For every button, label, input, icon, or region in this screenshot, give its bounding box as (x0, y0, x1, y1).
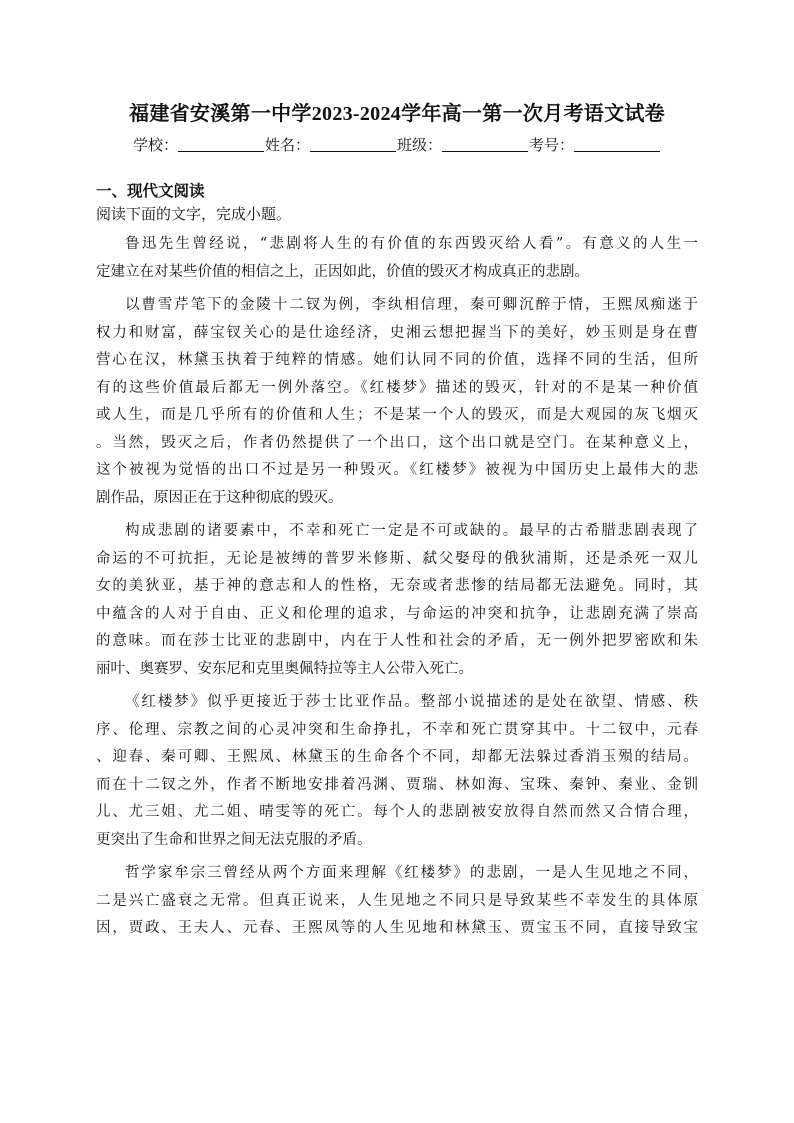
name-label: 姓名： (264, 136, 310, 154)
text-line: 构成悲剧的诸要素中，不幸和死亡一定是不可或缺的。最早的古希腊悲剧表现了 (125, 523, 698, 539)
paragraph (96, 518, 698, 683)
text-line: 儿、尤三姐、尤二姐、晴雯等的死亡。每个人的悲剧被安放得自然而然又合情合理， (96, 804, 698, 820)
reading-passage (96, 231, 698, 943)
class-blank[interactable] (442, 136, 528, 152)
text-line: 命运的不可抗拒，无论是被缚的普罗米修斯、弑父娶母的俄狄浦斯，还是杀死一双儿 (96, 550, 698, 567)
paragraph (96, 292, 698, 512)
text-line: 、迎春、秦可卿、王熙凤、林黛玉的生命各个不同，却都无法躲过香消玉殒的结局。 (96, 749, 698, 765)
text-line: 更突出了生命和世界之间无法克服的矛盾。 (96, 831, 372, 848)
paragraph (96, 860, 698, 943)
paragraph (96, 689, 698, 854)
text-line: 中蕴含的人对于自由、正义和伦理的追求，与命运的冲突和抗争，让悲剧充满了崇高 (96, 605, 698, 622)
text-line: 有的这些价值最后都无一例外落空。《红楼梦》描述的毁灭，针对的不是某一种价值 (96, 379, 698, 396)
text-line: 营心在汉，林黛玉执着于纯粹的情感。她们认同不同的价值，选择不同的生活，但所 (96, 352, 698, 368)
text-line: 或人生，而是几乎所有的价值和人生；不是某一个人的毁灭，而是大观园的灰飞烟灭 (96, 407, 698, 423)
text-line: 二是兴亡盛衰之无常。但真正说来，人生见地之不同只是导致某些不幸发生的具体原 (96, 892, 698, 909)
text-line: 丽叶、奥赛罗、安东尼和克里奥佩特拉等主人公带入死亡。 (96, 660, 473, 677)
text-line: 定建立在对某些价值的相信之上，正因如此，价值的毁灭才构成真正的悲剧。 (96, 263, 589, 280)
class-label: 班级： (397, 136, 443, 154)
school-label: 学校： (132, 136, 178, 154)
text-line: 哲学家牟宗三曾经从两个方面来理解《红楼梦》的悲剧，一是人生见地之不同， (125, 865, 698, 881)
name-blank[interactable] (310, 136, 396, 152)
text-line: 《红楼梦》似乎更接近于莎士比亚作品。整部小说描述的是处在欲望、情感、秩 (125, 694, 698, 710)
paragraph (96, 231, 698, 286)
text-line: 以曹雪芹笔下的金陵十二钗为例，李纨相信理，秦可卿沉醉于情，王熙凤痴迷于 (125, 297, 698, 313)
text-line: 这个被视为觉悟的出口不过是另一种毁灭。《红楼梦》被视为中国历史上最伟大的悲 (96, 462, 698, 478)
exam-title: 福建省安溪第一中学2023-2024学年高一第一次月考语文试卷 (129, 103, 665, 125)
text-line: 鲁迅先生曾经说，“悲剧将人生的有价值的东西毁灭给人看”。有意义的人生一 (125, 236, 698, 252)
text-line: 权力和财富，薛宝钗关心的是仕途经济，史湘云想把握当下的美好，妙玉则是身在曹 (96, 324, 698, 341)
reading-instruction: 阅读下面的文字，完成小题。 (96, 205, 292, 223)
text-line: 而在十二钗之外，作者不断地安排着冯渊、贾瑞、林如海、宝珠、秦钟、秦业、金钏 (96, 776, 698, 793)
student-info-line (0, 134, 794, 156)
section-heading: 一、现代文阅读 (96, 182, 205, 200)
text-line: 。当然，毁灭之后，作者仍然提供了一个出口，这个出口就是空门。在某种意义上， (96, 434, 698, 451)
exam-number-label: 考号： (529, 136, 575, 154)
text-line: 的意味。而在莎士比亚的悲剧中，内在于人性和社会的矛盾，无一例外把罗密欧和朱 (96, 633, 698, 649)
text-line: 序、伦理、宗教之间的心灵冲突和生命挣扎，不幸和死亡贯穿其中。十二钗中，元春 (96, 721, 698, 738)
text-line: 剧作品，原因正在于这种彻底的毁灭。 (96, 489, 343, 506)
school-blank[interactable] (178, 136, 264, 152)
text-line: 女的美狄亚，基于神的意志和人的性格，无奈或者悲惨的结局都无法避免。同时，其 (96, 578, 698, 594)
exam-number-blank[interactable] (574, 136, 660, 152)
text-line: 因，贾政、王夫人、元春、王熙凤等的人生见地和林黛玉、贾宝玉不同，直接导致宝 (96, 920, 698, 936)
